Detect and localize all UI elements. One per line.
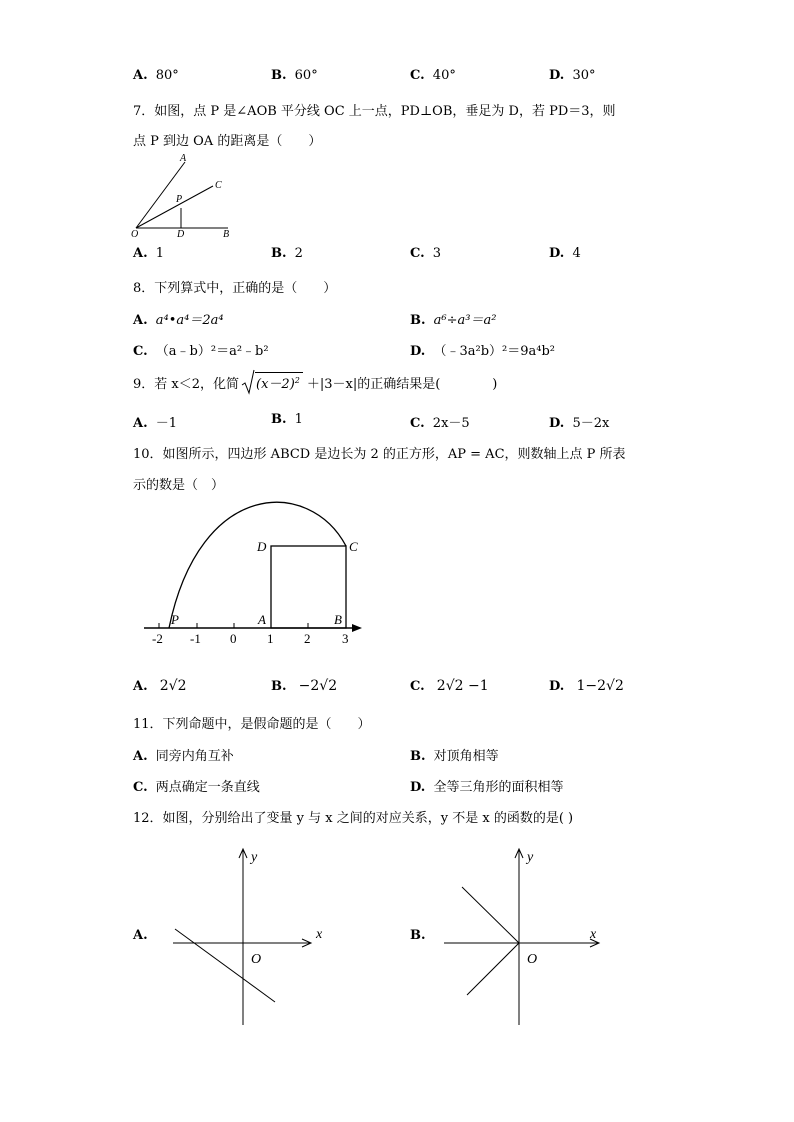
q11-option-c [133, 776, 260, 795]
q6-option-a [133, 68, 179, 83]
q7-option-c-letter: C. [410, 246, 425, 261]
q6-option-d-letter: D. [549, 68, 565, 83]
q11-option-c-text: 两点确定一条直线 [155, 780, 260, 795]
q9-option-a-letter: A. [133, 416, 148, 431]
q8-option-c [133, 340, 269, 359]
label-b: B [334, 612, 342, 627]
label-p: P [171, 612, 179, 627]
q9-radicand-exponent: 2 [294, 376, 300, 385]
q9-option-d-text: 5－2x [572, 416, 610, 431]
q10-option-c-text: 2√2 −1 [436, 678, 489, 694]
q9-option-c-letter: C. [410, 416, 425, 431]
q9-option-a-text: －1 [155, 416, 178, 431]
q9-stem-post: ＋|3－x|的正确结果是( ) [306, 376, 498, 392]
q7-option-a-letter: A. [133, 246, 148, 261]
ray-oc [136, 186, 213, 228]
q6-option-d-text: 30° [572, 68, 596, 83]
q7-option-d [549, 246, 581, 261]
q12-graph-b [440, 845, 610, 1030]
q7-option-a-text: 1 [155, 246, 165, 261]
q7-stem-line2: 点 P 到边 OA 的距离是（ ） [133, 134, 322, 149]
q12-graph-a-letter: A. [133, 928, 148, 943]
q11-option-b-letter: B. [410, 749, 426, 764]
q10-option-d-letter: D. [549, 679, 565, 694]
q10-option-d [549, 678, 624, 694]
q11-option-a [133, 745, 234, 764]
tick-label-2: 2 [304, 631, 311, 646]
q9-option-d [549, 412, 609, 431]
label-c: C [349, 539, 358, 554]
q6-option-b-letter: B. [271, 68, 287, 83]
y-label: y [251, 850, 258, 865]
q12-stem: 12．如图，分别给出了变量 y 与 x 之间的对应关系，y 不是 x 的函数的是( ) [133, 811, 574, 826]
arc-c-to-p [169, 502, 346, 628]
q9-option-c [410, 412, 470, 431]
q10-option-b [271, 678, 337, 694]
tick-label-0: 0 [230, 631, 237, 646]
q9-option-b-text: 1 [294, 412, 303, 427]
q9-option-b-letter: B. [271, 412, 287, 427]
q6-option-b [271, 68, 318, 83]
q6-option-a-letter: A. [133, 68, 148, 83]
x-label: x [590, 927, 597, 942]
q10-option-b-letter: B. [271, 679, 287, 694]
origin-label: O [251, 952, 262, 967]
q10-option-d-text: 1−2√2 [576, 678, 624, 694]
q11-option-a-text: 同旁内角互补 [155, 749, 234, 764]
q8-option-d-text: （﹣3a²b）²＝9a⁴b² [433, 344, 556, 359]
q10-option-a-letter: A. [133, 679, 148, 694]
number-line-arrow-icon [352, 624, 362, 632]
label-a: A [180, 153, 187, 164]
q10-option-b-text: −2√2 [298, 678, 338, 694]
origin-label: O [527, 952, 538, 967]
q11-stem: 11．下列命题中，是假命题的是（ ） [133, 717, 371, 732]
q10-option-c-letter: C. [410, 679, 425, 694]
q9-option-b [271, 412, 303, 427]
q8-option-c-text: （a﹣b）²＝a²﹣b² [155, 344, 269, 359]
q9-radicand-wrap [255, 372, 303, 392]
q7-stem-line1: 7．如图，点 P 是∠AOB 平分线 OC 上一点，PD⊥OB，垂足为 D，若 PD＝3，则 [133, 104, 616, 119]
tick-label-neg2: -2 [152, 631, 163, 646]
q7-option-c-text: 3 [432, 246, 442, 261]
q10-option-c [410, 678, 489, 694]
q8-option-b-text: a⁶÷a³＝a² [433, 313, 497, 328]
label-d: D [257, 539, 267, 554]
q11-option-c-letter: C. [133, 780, 148, 795]
q8-stem: 8．下列算式中，正确的是（ ） [133, 281, 337, 296]
label-a: A [258, 612, 266, 627]
q6-option-c [410, 68, 456, 83]
q9-stem-pre: 9．若 x＜2，化简 [133, 376, 240, 392]
q11-option-d [410, 776, 564, 795]
sqrt-sign-icon [241, 369, 255, 395]
q7-option-b-text: 2 [294, 246, 303, 261]
q12-graph-b-letter: B. [410, 928, 426, 943]
q8-option-a-letter: A. [133, 313, 148, 328]
label-d: D [177, 229, 185, 238]
q10-figure [140, 498, 370, 648]
q6-option-b-text: 60° [294, 68, 318, 83]
q11-option-b-text: 对顶角相等 [433, 749, 499, 764]
q6-option-a-text: 80° [155, 68, 179, 83]
q9-option-d-letter: D. [549, 416, 565, 431]
label-o: O [131, 229, 139, 238]
q7-option-a [133, 246, 164, 261]
q10-stem-line1: 10．如图所示，四边形 ABCD 是边长为 2 的正方形，AP = AC，则数轴上点 P 所表 [133, 447, 626, 462]
y-label: y [527, 850, 534, 865]
q7-option-b-letter: B. [271, 246, 287, 261]
q8-option-c-letter: C. [133, 344, 148, 359]
tick-label-neg1: -1 [190, 631, 201, 646]
graph-line-lower [467, 943, 519, 995]
q8-option-a-text: a⁴•a⁴＝2a⁴ [155, 313, 224, 328]
q10-option-a [133, 678, 187, 694]
tick-label-3: 3 [342, 631, 349, 646]
q9-stem [133, 368, 497, 396]
q9-option-c-text: 2x－5 [432, 416, 470, 431]
q11-option-d-text: 全等三角形的面积相等 [433, 780, 564, 795]
x-label: x [316, 927, 323, 942]
q10-option-a-text: 2√2 [159, 678, 187, 694]
graph-line-upper [462, 887, 519, 943]
q7-option-b [271, 246, 303, 261]
q8-option-d [410, 340, 555, 359]
label-c: C [215, 180, 222, 191]
q8-option-b-letter: B. [410, 313, 426, 328]
q9-radicand: (x－2) [256, 377, 295, 392]
q10-stem-line2: 示的数是（ ） [133, 478, 225, 493]
label-b: B [223, 229, 230, 238]
q7-option-d-text: 4 [572, 246, 581, 261]
q12-graph-a [165, 845, 335, 1030]
q7-figure [128, 150, 238, 238]
q6-option-c-letter: C. [410, 68, 425, 83]
q7-option-d-letter: D. [549, 246, 565, 261]
tick-label-1: 1 [267, 631, 274, 646]
q8-option-b [410, 309, 496, 328]
q8-option-a [133, 309, 224, 328]
q7-option-c [410, 246, 441, 261]
q11-option-d-letter: D. [410, 780, 426, 795]
q8-option-d-letter: D. [410, 344, 426, 359]
q11-option-b [410, 745, 499, 764]
label-p: P [176, 194, 183, 205]
q6-option-d [549, 68, 596, 83]
q11-option-a-letter: A. [133, 749, 148, 764]
q9-option-a [133, 412, 177, 431]
q6-option-c-text: 40° [432, 68, 456, 83]
